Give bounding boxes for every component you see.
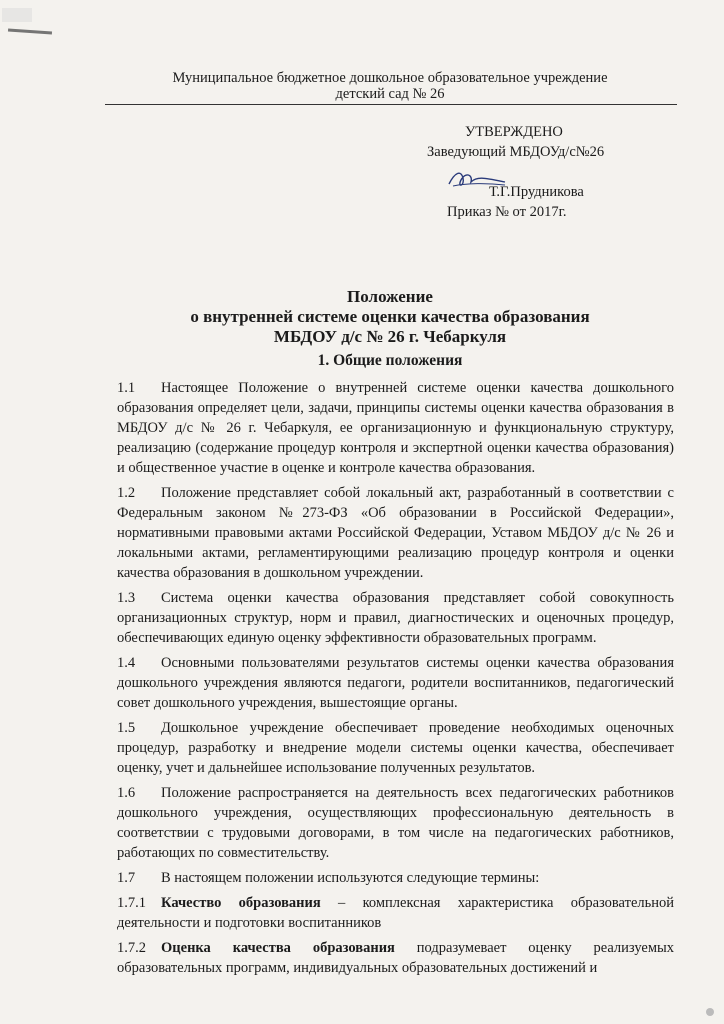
paragraph-text: Система оценки качества образования представляет собой совокупность организационных структур, норм и правил, диагностических и оценочных процедур, обеспечивающих единую оценку эффективности образовательных программ. — [117, 590, 674, 646]
term-number: 1.7.2 — [117, 940, 146, 956]
paragraph-text: Основными пользователями результатов системы оценки качества образования дошкольного учреждения являются педагоги, родители воспитанников, педагогический совет дошкольного учреждения, вышестоящие органы. — [117, 655, 674, 711]
paragraph-number: 1.1 — [117, 380, 136, 396]
paragraph-number: 1.5 — [117, 720, 136, 736]
paragraph — [117, 653, 674, 713]
term-number: 1.7.1 — [117, 895, 146, 911]
paragraph-number: 1.7 — [117, 870, 136, 886]
scan-artifact — [8, 28, 52, 34]
paragraph-text: Настоящее Положение о внутренней системе оценки качества дошкольного образования определяет цели, задачи, принципы системы оценки качества образования в МБДОУ д/с № 26 г. Чебаркуля, ее организационную и функциональную структуру, реализацию (содержание процедур контроля и экспертной оценки качества образования) и общественное участие в оценке и контроле качества образования. — [117, 380, 674, 476]
scan-artifact — [706, 1008, 714, 1016]
paragraph — [117, 378, 674, 478]
paragraph — [117, 483, 674, 583]
title-line-2: о внутренней системе оценки качества образования — [190, 307, 590, 326]
approval-order: Приказ № от 2017г. — [447, 204, 567, 220]
term-text: подразумевает оценку реализуемых образовательных программ, индивидуальных образовательных достижений и — [117, 940, 674, 976]
header-divider — [105, 104, 677, 105]
approval-heading: УТВЕРЖДЕНО — [465, 124, 563, 140]
header-line-1: Муниципальное бюджетное дошкольное образовательное учреждение — [172, 70, 608, 86]
document-title — [100, 287, 680, 347]
term-definition — [117, 893, 674, 933]
paragraph — [117, 718, 674, 778]
section-heading: 1. Общие положения — [317, 352, 463, 369]
paragraph-text: Положение распространяется на деятельность всех педагогических работников дошкольного учреждения, осуществляющих профессиональную деятельность в соответствии с трудовыми договорами, в том числе на педагогических работников, работающих по совместительству. — [117, 785, 674, 861]
paragraph — [117, 588, 674, 648]
approval-position: Заведующий МБДОУд/с№26 — [427, 144, 605, 160]
paragraph-text: Дошкольное учреждение обеспечивает проведение необходимых оценочных процедур, разработку и внедрение модели системы оценки качества, обеспечивает оценку, учет и дальнейшее использование полученных результатов. — [117, 720, 674, 776]
approval-signatory: Т.Г.Прудникова — [489, 184, 584, 200]
paragraph-number: 1.6 — [117, 785, 136, 801]
paragraph-number: 1.3 — [117, 590, 136, 606]
title-line-1: Положение — [347, 287, 433, 306]
term-text: – комплексная характеристика образовательной деятельности и подготовки воспитанников — [117, 895, 675, 931]
paragraph-text: Положение представляет собой локальный акт, разработанный в соответствии с Федеральным законом №273-ФЗ «Об образовании в Российской Федерации», нормативными правовыми актами Российской Федерации, Уставом МБДОУ д/с № 26 и локальными актами, регламентирующими реализацию процедур контроля и оценки качества образования в дошкольном учреждении. — [117, 485, 674, 581]
header-line-2: детский сад № 26 — [335, 86, 445, 102]
term-name: Оценка качества образования — [161, 940, 395, 956]
term-definition — [117, 938, 674, 978]
institution-header — [105, 70, 675, 102]
scan-artifact — [2, 8, 32, 22]
document-body — [117, 378, 674, 983]
handwritten-signature — [447, 164, 507, 194]
title-line-3: МБДОУ д/с № 26 г. Чебаркуля — [273, 327, 507, 346]
paragraph-number: 1.4 — [117, 655, 136, 671]
paragraph — [117, 868, 674, 888]
paragraph-number: 1.2 — [117, 485, 136, 501]
paragraph — [117, 783, 674, 863]
paragraph-text: В настоящем положении используются следующие термины: — [161, 870, 540, 886]
term-name: Качество образования — [161, 895, 321, 911]
